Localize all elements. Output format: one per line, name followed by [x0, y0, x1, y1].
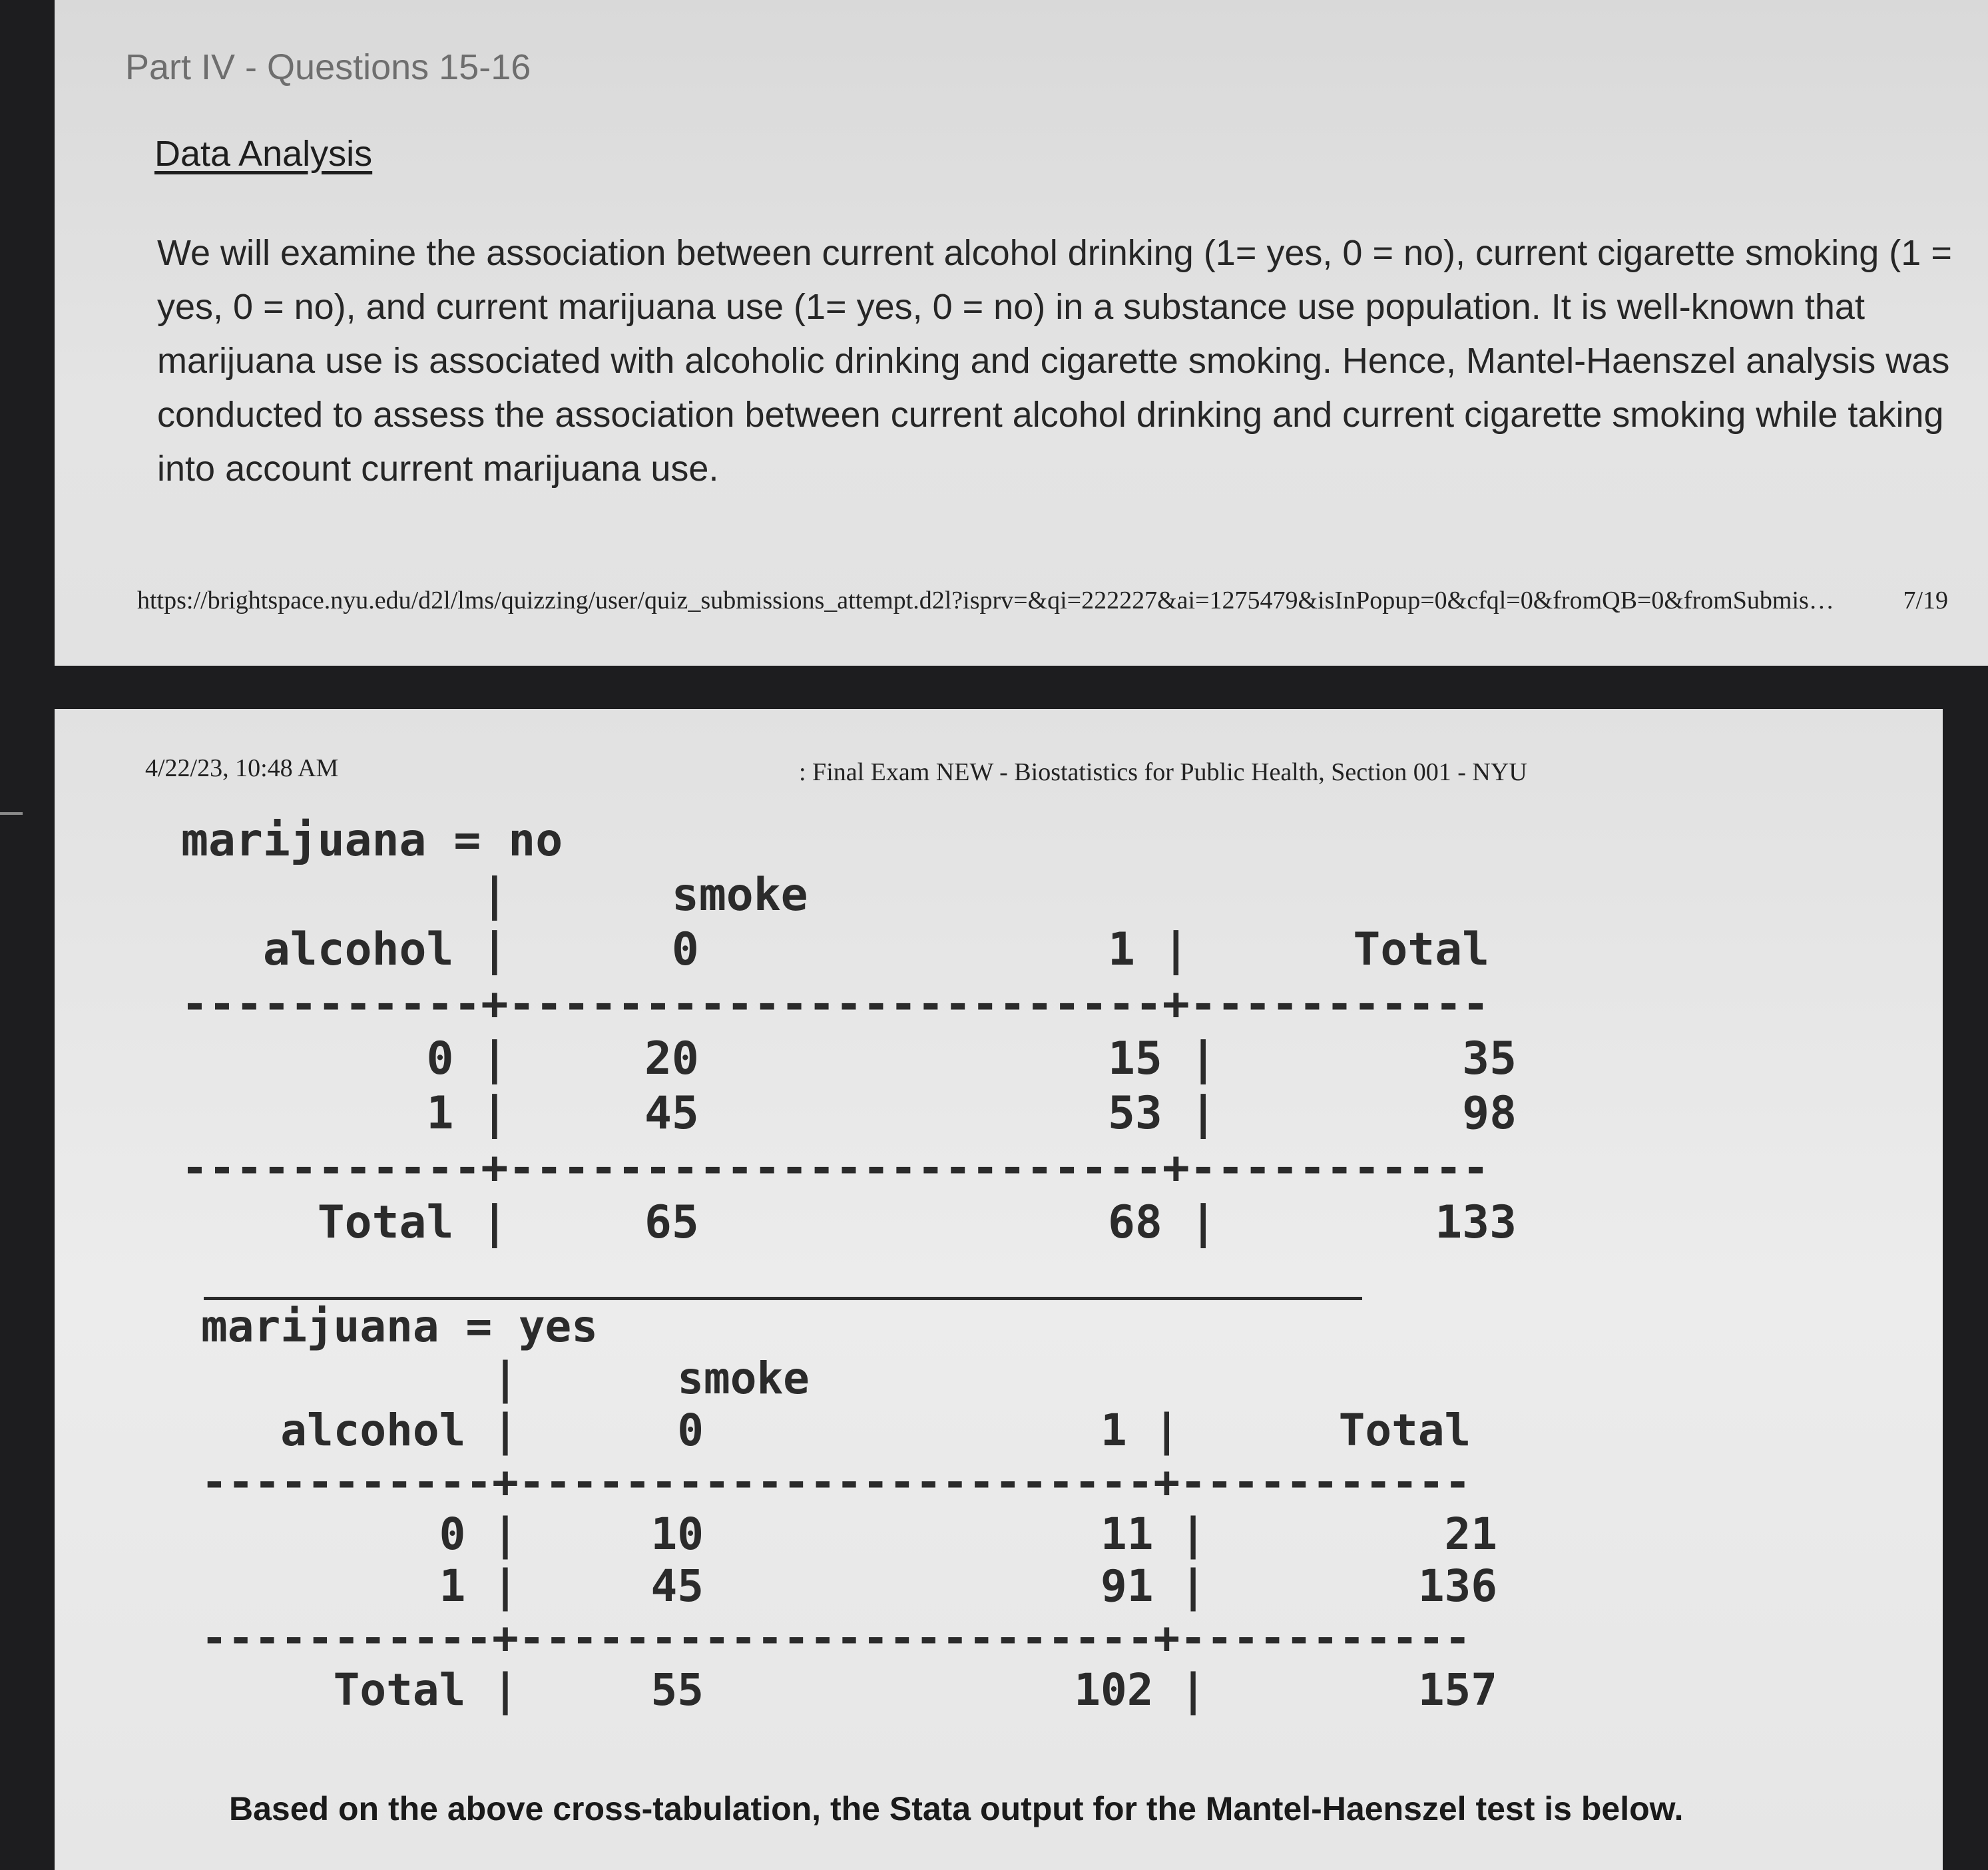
intro-line: We will examine the association between current alcohol drinking (1= yes, 0 = no), current cigarette smoking (1 =	[157, 233, 1952, 273]
intro-line: into account current marijuana use.	[157, 449, 719, 489]
page-number: 7/19	[1903, 586, 1948, 614]
section-title: Data Analysis	[154, 134, 373, 174]
crosstab-marijuana-no: marijuana = no | smoke alcohol | 0 1 | Total -----------+------------------------+----------- 0 | 20 15 | 35 1 | 45 53 | 98 -----------+------------------------+----------- Total | 65 68 | 133	[181, 814, 1517, 1249]
table-separator	[204, 1297, 1362, 1300]
print-footer	[137, 586, 1948, 615]
crosstab-marijuana-yes: marijuana = yes | smoke alcohol | 0 1 | Total -----------+------------------------+----------- 0 | 10 11 | 21 1 | 45 91 | 136 -----------+------------------------+----------- Total | 55 102 | 157	[201, 1301, 1498, 1716]
footer-text: Based on the above cross-tabulation, the Stata output for the Mantel-Haenszel test is below.	[229, 1790, 1684, 1827]
header-datetime: 4/22/23, 10:48 AM	[145, 754, 339, 782]
plus-mark	[0, 812, 23, 815]
intro-line: yes, 0 = no), and current marijuana use (1= yes, 0 = no) in a substance use population. It is well-known that	[157, 287, 1865, 327]
page-url: https://brightspace.nyu.edu/d2l/lms/quizzing/user/quiz_submissions_attempt.d2l?isprv=&qi=222227&ai=1275479&isInPopup=0&cfql=0&fromQB=0&fromSubmis…	[137, 586, 1834, 614]
intro-line: marijuana use is associated with alcoholic drinking and cigarette smoking. Hence, Mantel-Haenszel analysis was	[157, 341, 1950, 381]
intro-paragraph	[157, 226, 1961, 496]
header-title: : Final Exam NEW - Biostatistics for Public Health, Section 001 - NYU	[799, 758, 1527, 786]
intro-line: conducted to assess the association between current alcohol drinking and current cigarette smoking while taking	[157, 395, 1944, 435]
part-title: Part IV - Questions 15-16	[125, 47, 531, 87]
